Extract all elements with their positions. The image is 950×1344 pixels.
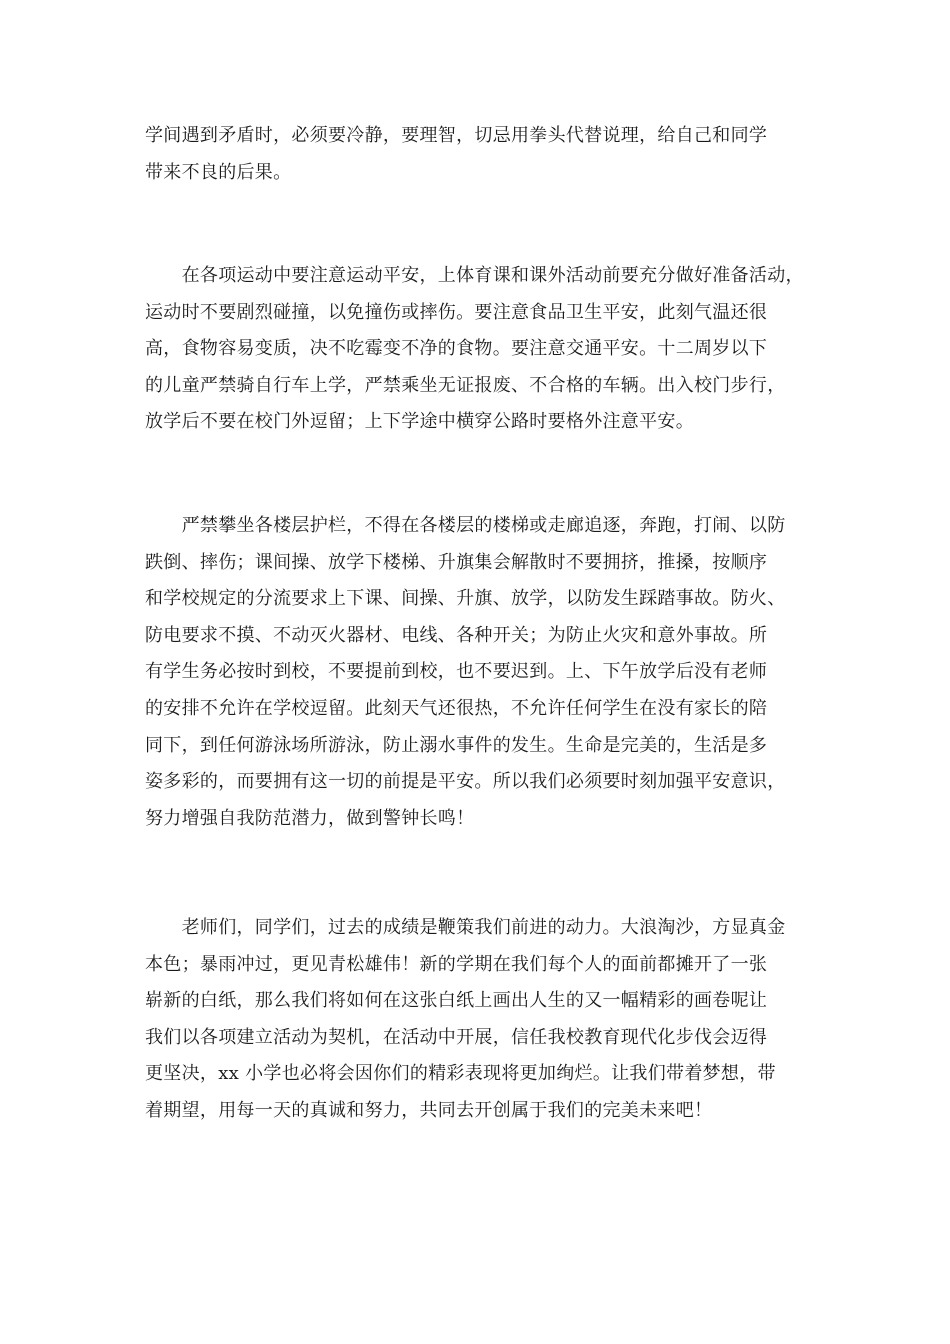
paragraph-3 (145, 508, 815, 837)
text-line: 有学生务必按时到校，不要提前到校，也不要迟到。上、下午放学后没有老师 (145, 661, 768, 683)
text-line: 学间遇到矛盾时，必须要冷静，要理智，切忌用拳头代替说理，给自己和同学 (145, 125, 768, 146)
text-line: 老师们，同学们，过去的成绩是鞭策我们前进的动力。大浪淘沙，方显真金 (145, 917, 786, 938)
text-line: 跌倒、摔伤；课间操、放学下楼梯、升旗集会解散时不要拥挤，推搡，按顺序 (145, 551, 768, 573)
text-line: 我们以各项建立活动为契机，在活动中开展，信任我校教育现代化步伐会迈得 (145, 1026, 768, 1048)
paragraph-4 (145, 910, 815, 1130)
text-line: 和学校规定的分流要求上下课、间操、升旗、放学，以防发生踩踏事故。防火、 (145, 588, 786, 610)
text-line: 运动时不要剧烈碰撞，以免撞伤或摔伤。要注意食品卫生平安，此刻气温还很 (145, 301, 768, 323)
text-line: 崭新的白纸，那么我们将如何在这张白纸上画出人生的又一幅精彩的画卷呢让 (145, 990, 768, 1012)
text-line: 的儿童严禁骑自行车上学，严禁乘坐无证报废、不合格的车辆。出入校门步行， (145, 374, 786, 396)
text-line: 带来不良的后果。 (145, 161, 292, 183)
text-line: 在各项运动中要注意运动平安，上体育课和课外活动前要充分做好准备活动， (145, 265, 804, 286)
text-line: 姿多彩的，而要拥有这一切的前提是平安。所以我们必须要时刻加强平安意识， (145, 771, 786, 793)
text-line: 更坚决，xx 小学也必将会因你们的精彩表现将更加绚烂。让我们带着梦想，带 (145, 1063, 776, 1085)
paragraph-2 (145, 258, 815, 441)
text-line: 高，食物容易变质，决不吃霉变不净的食物。要注意交通平安。十二周岁以下 (145, 338, 768, 360)
text-line: 防电要求不摸、不动灭火器材、电线、各种开关；为防止火灾和意外事故。所 (145, 624, 768, 646)
text-line: 放学后不要在校门外逗留；上下学途中横穿公路时要格外注意平安。 (145, 411, 694, 433)
paragraph-1 (145, 118, 815, 191)
text-line: 努力增强自我防范潜力，做到警钟长鸣！ (145, 807, 475, 829)
text-line: 严禁攀坐各楼层护栏，不得在各楼层的楼梯或走廊追逐，奔跑，打闹、以防 (145, 515, 786, 536)
text-line: 的安排不允许在学校逗留。此刻天气还很热，不允许任何学生在没有家长的陪 (145, 697, 768, 719)
text-line: 本色；暴雨冲过，更见青松雄伟！新的学期在我们每个人的面前都摊开了一张 (145, 953, 768, 975)
text-line: 着期望，用每一天的真诚和努力，共同去开创属于我们的完美未来吧！ (145, 1099, 713, 1121)
text-line: 同下，到任何游泳场所游泳，防止溺水事件的发生。生命是完美的，生活是多 (145, 734, 768, 756)
